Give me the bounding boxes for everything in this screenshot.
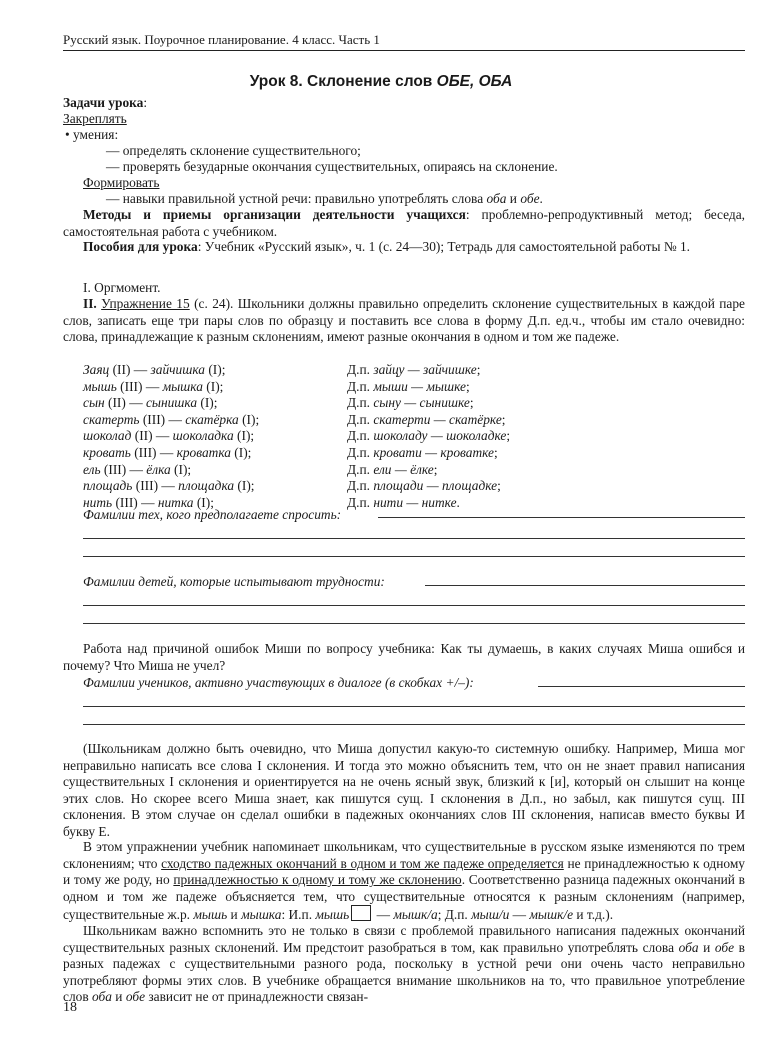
word-pair-dative: Д.п. сыну — сынишке; bbox=[347, 395, 474, 411]
page-number: 18 bbox=[63, 1000, 77, 1015]
word-pair-base: Заяц (II) — зайчишка (I); bbox=[83, 362, 226, 377]
lesson-title-words: ОБЕ, ОБА bbox=[436, 73, 513, 90]
word-oba: оба bbox=[486, 191, 507, 206]
word-pair-base: сын (II) — сынишка (I); bbox=[83, 395, 218, 411]
difficulty-field-label: Фамилии детей, которые испытывают трудности: bbox=[83, 574, 385, 589]
stage-2-text: (с. 24). Школьники должны правильно определить склонение существительных в каждой паре слов, записать еще три пары слов по образцу и поставить все слова в форму Д.п. ед.ч., чтобы им стало очевидно: слова, принадлежащие к разным склонениям, имеют разные окончания в одном и том же падеже. bbox=[63, 296, 745, 345]
ask-field-label: Фамилии тех, кого предполагаете спросить: bbox=[83, 507, 342, 522]
aids-paragraph bbox=[63, 239, 745, 256]
word-pair-dative: Д.п. шоколаду — шоколадке; bbox=[347, 428, 511, 444]
stage-1: I. Оргмомент. bbox=[83, 280, 161, 295]
word-pair-base: шоколад (II) — шоколадка (I); bbox=[83, 428, 255, 444]
active-field-line bbox=[83, 724, 745, 725]
lesson-title bbox=[0, 74, 762, 91]
skills-label: • умения: bbox=[65, 127, 119, 142]
consolidate-label: Закреплять bbox=[63, 111, 127, 126]
lesson-title-prefix: Урок 8. Склонение слов bbox=[249, 73, 437, 90]
key-rule-2: принадлежностью к одному и тому же склонению bbox=[173, 872, 462, 888]
form-label: Формировать bbox=[83, 175, 160, 190]
error-work-paragraph: Работа над причиной ошибок Миши по вопросу учебника: Как ты думаешь, в каких случаях Миша ошибся и почему? Что Миша не учел? bbox=[63, 641, 745, 673]
explanation-paragraph-2: В этом упражнении учебник напоминает школьникам, что существительные в русском языке изменяются по трем склонениям; что сходство падежных окончаний в одном и том же падеже определяется не принадлежностью к одному и тому же роду, но принадлежностью к одному и тому же склонению. Соответственно разница падежных окончаний в одном и том же падеже объясняется тем, что существительные относятся к разным склонениям (например, существительные ж.р. мышь и мышка: И.п. мышь — мышк/а; Д.п. мыш/и — мышк/е и т.д.). bbox=[63, 839, 745, 923]
methods-text: : проблемно-репродуктивный метод; беседа, самостоятельная работа с учебником. bbox=[63, 207, 745, 239]
key-rule-1: сходство падежных окончаний в одном и том же падеже определяется bbox=[161, 855, 564, 871]
word-pair-dative: Д.п. площади — площадке; bbox=[347, 478, 501, 494]
difficulty-field-line bbox=[83, 605, 745, 606]
methods-paragraph bbox=[63, 207, 745, 240]
active-field-label: Фамилии учеников, активно участвующих в диалоге (в скобках +/–): bbox=[83, 675, 474, 690]
word-pair-base: нить (III) — нитка (I); bbox=[83, 494, 214, 510]
methods-label: Методы и приемы организации деятельности учащихся bbox=[83, 207, 466, 222]
word-pair-dative: Д.п. нити — нитке. bbox=[347, 494, 460, 510]
word-pair-base: мышь (III) — мышка (I); bbox=[83, 378, 224, 394]
word-pair-base: площадь (III) — площадка (I); bbox=[83, 478, 255, 494]
ask-field-line bbox=[378, 517, 745, 518]
tasks-label-line: Задачи урока: bbox=[63, 95, 148, 110]
word-pair-base: ель (III) — ёлка (I); bbox=[83, 461, 192, 477]
tasks-label: Задачи урока bbox=[63, 95, 144, 110]
ending-box bbox=[351, 905, 371, 921]
skill-2: — проверять безударные окончания существительных, опираясь на склонение. bbox=[106, 159, 558, 174]
word-pair-dative: Д.п. зайцу — зайчишке; bbox=[347, 362, 481, 377]
word-pair-dative: Д.п. ели — ёлке; bbox=[347, 461, 438, 477]
exercise-link: Упражнение 15 bbox=[101, 296, 190, 311]
ask-field-line bbox=[83, 538, 745, 539]
running-title: Русский язык. Поурочное планирование. 4 класс. Часть 1 bbox=[63, 32, 380, 47]
aids-label: Пособия для урока bbox=[83, 239, 198, 254]
word-pair-dative: Д.п. кровати — кроватке; bbox=[347, 445, 498, 460]
difficulty-field-line bbox=[83, 623, 745, 624]
word-pair-base: кровать (III) — кроватка (I); bbox=[83, 445, 252, 460]
word-pair-base: скатерть (III) — скатёрка (I); bbox=[83, 411, 260, 427]
ask-field-line bbox=[83, 556, 745, 557]
explanation-paragraph-3: Школьникам важно вспомнить это не только в связи с проблемой правильного написания падежных окончаний существительных разных склонений. Им предстоит разобраться в том, как правильно употреблять слова оба и обе в разных падежах с существительными разного рода, поскольку в устной речи они очень часто неправильно употребляют формы этих слов. В учебнике обращается внимание школьников на то, что правильное употребление слов оба и обе зависит не от принадлежности связан- bbox=[63, 923, 745, 1005]
explanation-paragraph-1: (Школьникам должно быть очевидно, что Миша допустил какую-то системную ошибку. Например, Миша мог неправильно написать все слова I склонения. И тогда это можно объяснить тем, что он не знает правил написания существительных I склонения и ориентируется на не очень ясный звук, близкий к [и], который он слышит на конце этих слов. Но скорее всего Миша знает, как пишутся сущ. I склонения в Д.п., но забыл, как пишутся сущ. III склонения. В этом случае он сделал ошибки в падежных окончаниях слов III склонения, написав вместо буквы И букву Е. bbox=[63, 741, 745, 839]
active-field-line bbox=[83, 706, 745, 707]
difficulty-field-line bbox=[425, 585, 745, 586]
stage-2-paragraph bbox=[63, 296, 745, 346]
stage-2-num: II. bbox=[83, 296, 102, 311]
header-rule bbox=[63, 50, 745, 51]
active-field-line bbox=[538, 686, 745, 687]
word-obe: обе bbox=[520, 191, 540, 206]
aids-text: : Учебник «Русский язык», ч. 1 (с. 24—30); Тетрадь для самостоятельной работы № 1. bbox=[197, 239, 691, 254]
word-pair-dative: Д.п. мыши — мышке; bbox=[347, 378, 470, 394]
word-pair-dative: Д.п. скатерти — скатёрке; bbox=[347, 411, 506, 427]
form-label-line bbox=[83, 175, 762, 192]
consolidate-label-line bbox=[63, 111, 745, 128]
skill-1: — определять склонение существительного; bbox=[106, 143, 361, 158]
form-skill-1: — навыки правильной устной речи: правильно употреблять слова оба и обе. bbox=[106, 191, 543, 206]
